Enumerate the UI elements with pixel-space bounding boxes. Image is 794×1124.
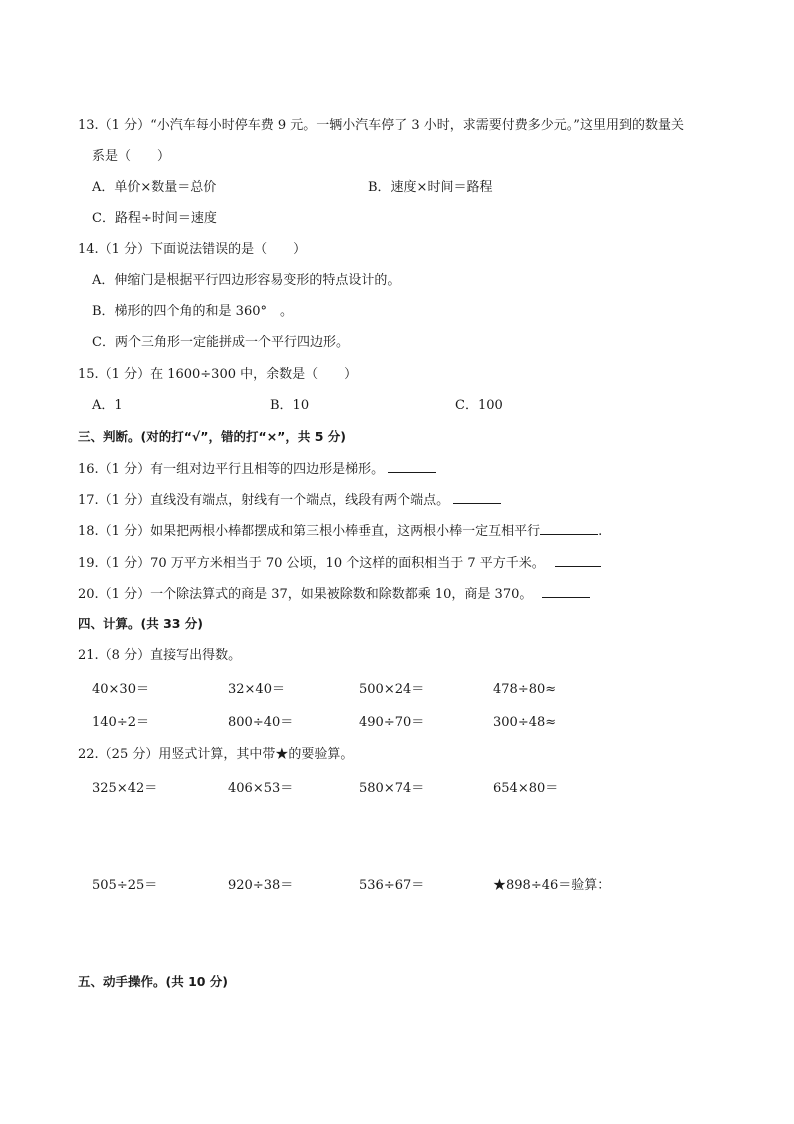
q21-item: 490÷70＝	[359, 715, 425, 730]
q15-option-b: B．10	[270, 398, 310, 413]
q16-stem	[78, 460, 436, 478]
q21-item: 140÷2＝	[92, 715, 149, 730]
q22-item: 406×53＝	[228, 781, 294, 796]
q15-stem: 15.（1 分）在 1600÷300 中，余数是（ ）	[78, 367, 358, 382]
q14-option-b: B．梯形的四个角的和是 360° 。	[92, 304, 293, 319]
q22-item: 325×42＝	[92, 781, 158, 796]
q22-item: 920÷38＝	[228, 878, 294, 893]
q18-period: .	[598, 524, 603, 539]
q14-option-c: C．两个三角形一定能拼成一个平行四边形。	[92, 335, 349, 350]
q17-text: 17.（1 分）直线没有端点，射线有一个端点，线段有两个端点。	[78, 493, 450, 508]
q22-item: 536÷67＝	[359, 878, 425, 893]
q21-item: 478÷80≈	[493, 682, 557, 697]
q21-stem: 21.（8 分）直接写出得数。	[78, 648, 242, 663]
q22-item: 505÷25＝	[92, 878, 158, 893]
q13-option-c: C．路程÷时间＝速度	[92, 211, 217, 226]
q21-item: 800÷40＝	[228, 715, 294, 730]
q14-stem: 14.（1 分）下面说法错误的是（ ）	[78, 242, 307, 257]
q15-option-a: A．1	[92, 398, 123, 413]
section5-heading: 五、动手操作。(共 10 分)	[78, 974, 229, 989]
q22-item: 580×74＝	[359, 781, 425, 796]
q21-item: 40×30＝	[92, 682, 149, 697]
q19-text: 19.（1 分）70 万平方米相当于 70 公顷，10 个这样的面积相当于 7 平方千米。	[78, 556, 545, 571]
section4-heading: 四、计算。(共 33 分)	[78, 616, 204, 631]
q21-item: 300÷48≈	[493, 715, 557, 730]
q13-option-a: A．单价×数量＝总价	[92, 180, 217, 195]
q22-item: 654×80＝	[493, 781, 559, 796]
q15-option-c: C．100	[455, 398, 503, 413]
q19-answer-blank[interactable]	[555, 554, 601, 567]
q13-stem-line2: 系是（ ）	[92, 149, 171, 164]
q16-text: 16.（1 分）有一组对边平行且相等的四边形是梯形。	[78, 462, 385, 477]
q16-answer-blank[interactable]	[388, 460, 436, 473]
q20-answer-blank[interactable]	[542, 585, 590, 598]
section3-heading: 三、判断。(对的打“√”，错的打“×”，共 5 分)	[78, 429, 346, 444]
q21-item: 500×24＝	[359, 682, 425, 697]
q13-option-b: B．速度×时间＝路程	[368, 180, 493, 195]
q14-option-a: A．伸缩门是根据平行四边形容易变形的特点设计的。	[92, 273, 401, 288]
q20-stem	[78, 585, 590, 603]
q20-text: 20.（1 分）一个除法算式的商是 37，如果被除数和除数都乘 10，商是 370。	[78, 587, 533, 602]
q17-stem	[78, 491, 501, 509]
q19-stem	[78, 554, 601, 572]
q22-item: ★898÷46＝验算：	[493, 878, 611, 893]
q18-stem	[78, 522, 602, 540]
q17-answer-blank[interactable]	[453, 491, 501, 504]
q21-item: 32×40＝	[228, 682, 285, 697]
q22-stem: 22.（25 分）用竖式计算，其中带★的要验算。	[78, 747, 354, 762]
q13-stem-line1: 13.（1 分）“小汽车每小时停车费 9 元。一辆小汽车停了 3 小时，求需要付费多少元。”这里用到的数量关	[78, 118, 684, 133]
q18-answer-blank[interactable]	[540, 522, 598, 535]
q18-text: 18.（1 分）如果把两根小棒都摆成和第三根小棒垂直，这两根小棒一定互相平行	[78, 524, 541, 539]
